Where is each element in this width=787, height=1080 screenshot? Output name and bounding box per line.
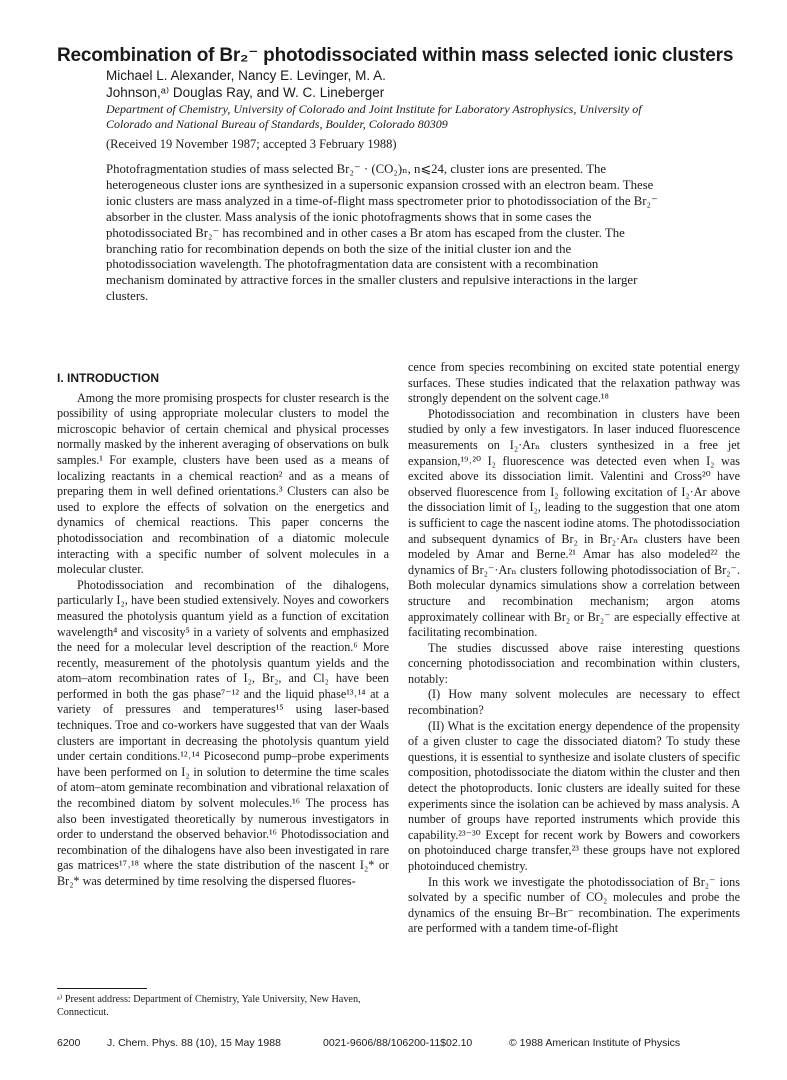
author-list: Michael L. Alexander, Nancy E. Levinger, M. A. Johnson,ᵃ⁾ Douglas Ray, and W. C. Lineberger — [106, 68, 386, 100]
abstract — [106, 162, 658, 305]
received-dates: (Received 19 November 1987; accepted 3 February 1988) — [106, 137, 397, 151]
copyright: © 1988 American Institute of Physics — [509, 1037, 681, 1049]
paragraph: cence from species recombining on excited state potential energy surfaces. These studies indicated that the relaxation pathway was strongly dependent on the solvent cage.¹⁸ — [408, 360, 740, 406]
paper-title: Recombination of Br₂⁻ photodissociated within mass selected ionic clusters — [57, 45, 734, 66]
section-heading: I. INTRODUCTION — [57, 371, 159, 385]
paragraph: (I) How many solvent molecules are necessary to effect recombination? — [408, 687, 740, 718]
footnote-rule — [57, 988, 147, 989]
left-column — [57, 357, 389, 890]
page-number: 6200 — [57, 1037, 81, 1049]
right-column — [408, 360, 740, 937]
paragraph: In this work we investigate the photodissociation of Br₂⁻ ions solvated by a specific number of CO₂ molecules and probe the dynamics of the ensuing Br–Br⁻ recombination. The experiments are performed with a tandem time-of-flight — [408, 874, 740, 936]
paragraph: Photodissociation and recombination in clusters have been studied by only a few investigators. In laser induced fluorescence measurements on I₂·Arₙ clusters synthesized in a free jet expansion,¹⁹˒²⁰ I₂ fluorescence was detected even when I₂ was excited above its dissociation limit. Valentini and Cross²⁰ have observed fluorescence from I₂ following excitation of I₂·Ar above the dissociation limit of I₂, leading to the suggestion that one atom is sufficient to cage the nascent iodine atoms. The photodissociation and subsequent dynamics of Br₂ in Br₂·Arₙ clusters have been modeled by Amar and Berne.²¹ Amar has also modeled²² the dynamics of Br₂⁻·Arₙ clusters following photodissociation of Br₂⁻. Both molecular dynamics simulations show a correlation between structure and recombination mechanism; argon atoms approximately collinear with Br₂ or Br₂⁻ are especially effective at facilitating recombination. — [408, 406, 740, 640]
abstract-text: Photofragmentation studies of mass selected Br₂⁻ · (CO₂)ₙ, n⩽24, cluster ions are presented. The heterogeneous cluster ions are synthesized in a supersonic expansion crossed with an electron beam. These ionic clusters are mass analyzed in a time-of-flight mass spectrometer prior to photodissociation of the Br₂⁻ absorber in the cluster. Mass analysis of the ionic photofragments shows that in some cases the photodissociated Br₂⁻ has recombined and in other cases a Br atom has escaped from the cluster. The branching ratio for recombination depends on both the size of the initial cluster ion and the photodissociation wavelength. The photofragmentation data are consistent with a recombination mechanism dominated by attractive forces in the smaller clusters and repulsive interactions in the larger clusters. — [106, 162, 658, 304]
article-code: 0021-9606/88/106200-11$02.10 — [323, 1037, 473, 1049]
paragraph: Photodissociation and recombination of the dihalogens, particularly I₂, have been studied extensively. Noyes and coworkers measured the photolysis quantum yield as a function of excitation wavelength⁴ and viscosity⁵ in a variety of solvents and emphasized the need for a molecular level description of the reaction.⁶ More recently, measurement of the photolysis quantum yields and the atom–atom recombination rates of I₂, Br₂, and Cl₂ have been performed in both the gas phase⁷⁻¹² and the liquid phase¹³˒¹⁴ at a variety of pressures and temperatures¹⁵ using laser-based techniques. Troe and co-workers have suggested that van der Waals clusters are important in decreasing the photolysis quantum yield under certain conditions.¹²˒¹⁴ Picosecond pump–probe experiments have been performed on I₂ in solution to determine the time scales of atom–atom geminate recombination and vibrational relaxation of the recombined diatom by solvent molecules.¹⁶ The process has also been investigated theoretically by numerous investigators in order to understand the observed behavior.¹⁶ Photodissociation and recombination of the dihalogens have also been investigated in rare gas matrices¹⁷˒¹⁸ where the state distribution of the nascent I₂* or Br₂* was determined by time resolving the dispersed fluores- — [57, 577, 389, 888]
affiliation: Department of Chemistry, University of Colorado and Joint Institute for Laboratory Astrophysics, University of Colorado and National Bureau of Standards, Boulder, Colorado 80309 — [106, 102, 642, 131]
journal-citation: J. Chem. Phys. 88 (10), 15 May 1988 — [107, 1037, 281, 1049]
footnote: ᵃ⁾ Present address: Department of Chemistry, Yale University, New Haven, Connecticut. — [57, 994, 361, 1018]
paragraph: The studies discussed above raise interesting questions concerning photodissociation and recombination within clusters, notably: — [408, 640, 740, 686]
paragraph: Among the more promising prospects for cluster research is the possibility of using appropriate molecular clusters to model the microscopic behavior of certain chemical and physical processes normally masked by the inherent averaging of observations on bulk samples.¹ For example, clusters have been used as a means of localizing reactants in a chemical reaction² and as a means of preparing them in well defined orientations.³ Clusters can also be used to explore the effects of solvation on the energetics and dynamics of chemical reactions. This paper concerns the photodissociation and recombination of a diatomic molecule interacting with a specific number of solvent molecules in a molecular cluster. — [57, 390, 389, 577]
paragraph: (II) What is the excitation energy dependence of the propensity of a given cluster to cage the dissociated diatom? To study these questions, it is essential to synthesize and isolate clusters of specific composition, photodissociate the diatom within the cluster and then detect the photoproducts. Ionic clusters are ideally suited for these experiments since the isolation can be achieved by mass analysis. A number of groups have reported instruments which provide this capability.²³⁻³⁰ Except for recent work by Bowers and coworkers on photoinduced charge transfer,²³ these groups have not explored photoinduced chemistry. — [408, 718, 740, 873]
